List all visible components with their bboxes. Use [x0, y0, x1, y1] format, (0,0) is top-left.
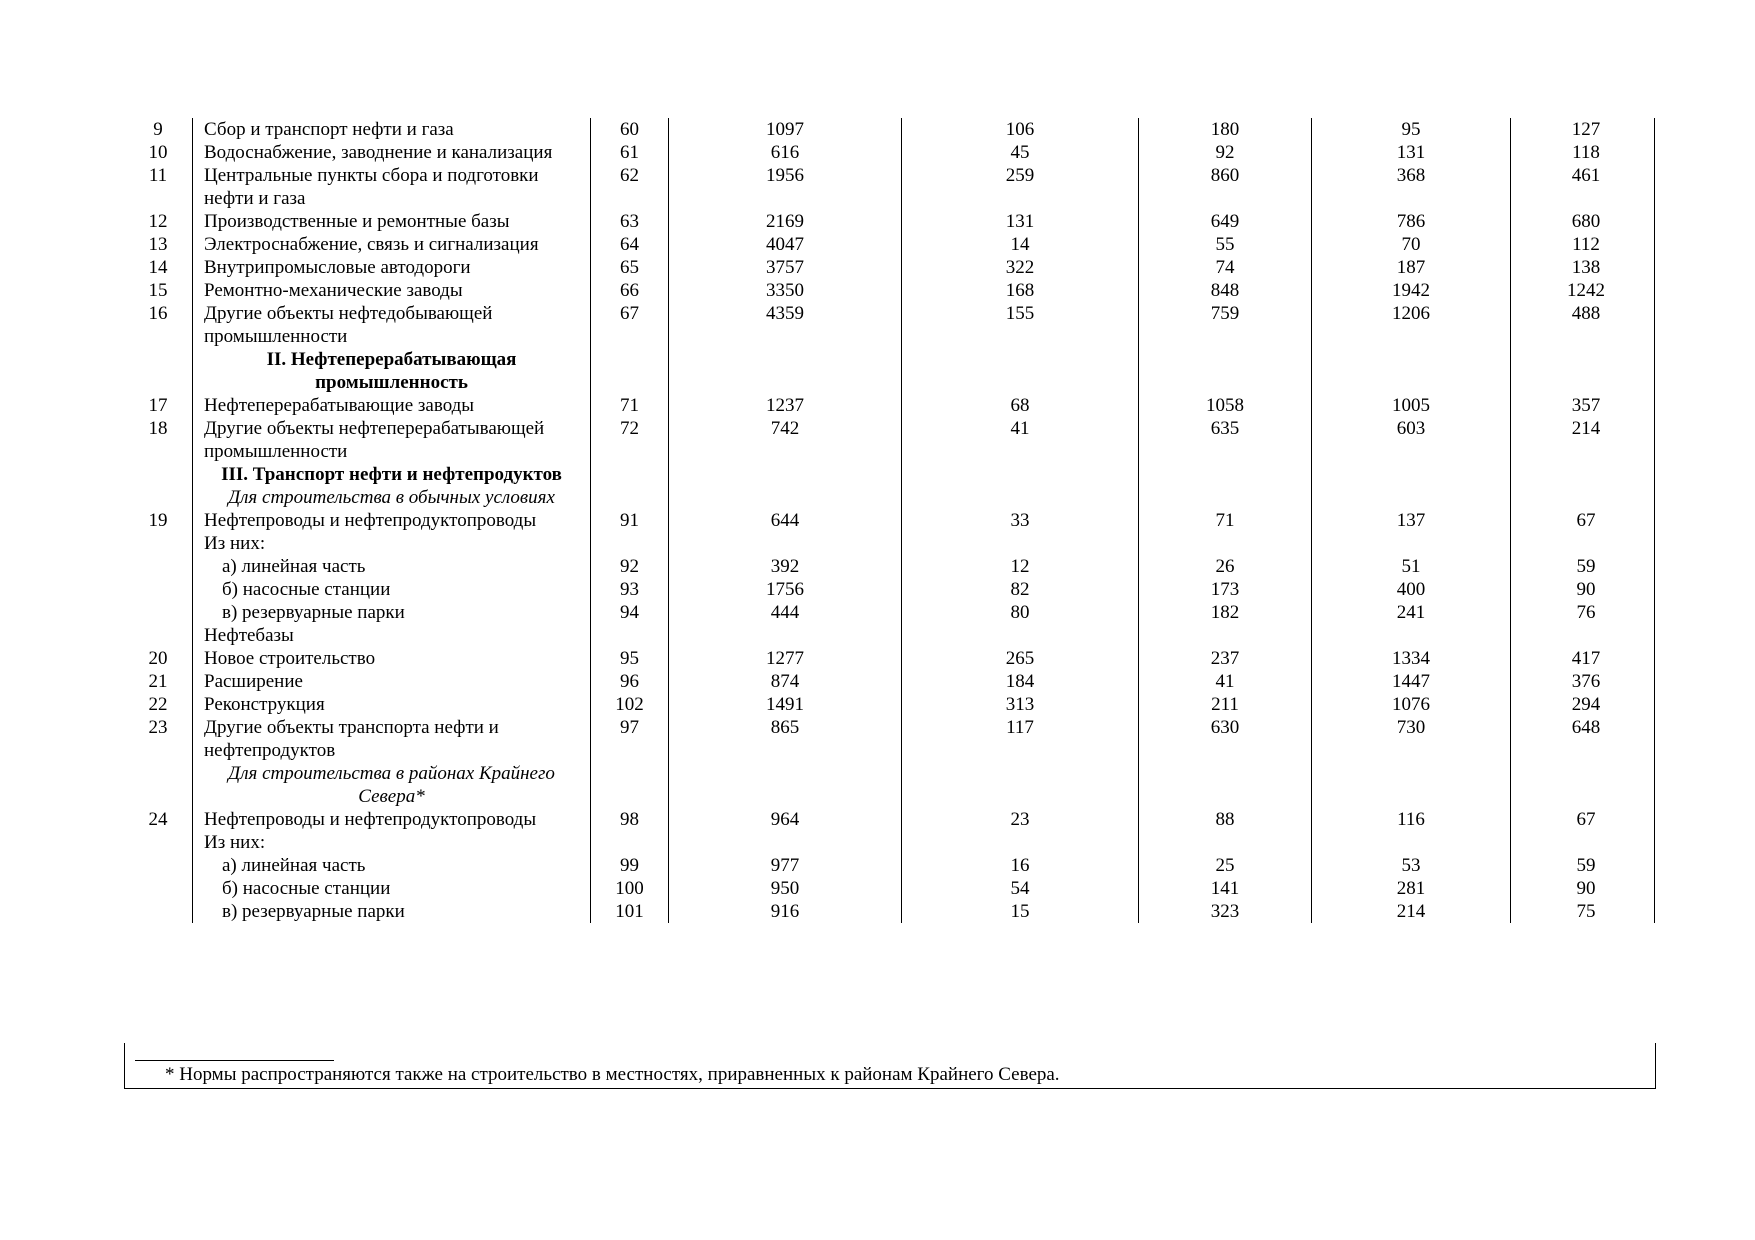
- norm-code: 67: [591, 302, 669, 348]
- table-row: [124, 716, 1661, 762]
- norm-code: [591, 348, 669, 394]
- value-col-4: 116: [1312, 808, 1511, 831]
- value-col-1: 916: [669, 900, 902, 923]
- value-col-1: 874: [669, 670, 902, 693]
- object-name: III. Транспорт нефти и нефтепродуктов: [193, 463, 591, 486]
- sub-item-row: [124, 578, 1661, 601]
- value-col-3: 211: [1139, 693, 1312, 716]
- value-col-3: [1139, 532, 1312, 555]
- value-col-2: 12: [902, 555, 1139, 578]
- value-col-5: [1511, 624, 1662, 647]
- row-number: 14: [148, 257, 168, 278]
- value-col-4: [1312, 831, 1511, 854]
- value-col-4: 95: [1312, 118, 1511, 141]
- object-name: в) резервуарные парки: [193, 601, 591, 624]
- table-row: [124, 808, 1661, 831]
- value-col-3: 88: [1139, 808, 1312, 831]
- row-number: [124, 601, 193, 624]
- value-col-2: 322: [902, 256, 1139, 279]
- value-col-5: 76: [1511, 601, 1662, 624]
- table-row: [124, 164, 1661, 210]
- value-col-2: [902, 486, 1139, 509]
- value-col-3: 180: [1139, 118, 1312, 141]
- row-number: 12: [148, 211, 168, 232]
- group-label-row: [124, 532, 1661, 555]
- norm-code: 101: [591, 900, 669, 923]
- value-col-1: 1491: [669, 693, 902, 716]
- value-col-5: 90: [1511, 877, 1662, 900]
- value-col-3: 860: [1139, 164, 1312, 210]
- value-col-4: 1005: [1312, 394, 1511, 417]
- object-name: Из них:: [193, 831, 591, 854]
- value-col-3: 25: [1139, 854, 1312, 877]
- row-number: 13: [148, 234, 168, 255]
- value-col-4: [1312, 348, 1511, 394]
- value-col-5: [1511, 348, 1662, 394]
- value-col-1: 950: [669, 877, 902, 900]
- value-col-1: 1097: [669, 118, 902, 141]
- value-col-2: 45: [902, 141, 1139, 164]
- value-col-3: 635: [1139, 417, 1312, 463]
- value-col-3: [1139, 624, 1312, 647]
- norm-code: [591, 624, 669, 647]
- table-row: [124, 256, 1661, 279]
- value-col-2: 168: [902, 279, 1139, 302]
- value-col-2: 41: [902, 417, 1139, 463]
- value-col-4: 131: [1312, 141, 1511, 164]
- norm-code: [591, 532, 669, 555]
- norm-code: 65: [591, 256, 669, 279]
- row-number: 23: [148, 717, 168, 738]
- table-row: [124, 141, 1661, 164]
- table-row: [124, 693, 1661, 716]
- norm-code: [591, 831, 669, 854]
- value-col-5: 1242: [1511, 279, 1662, 302]
- value-col-5: 75: [1511, 900, 1662, 923]
- value-col-1: 865: [669, 716, 902, 762]
- value-col-2: 313: [902, 693, 1139, 716]
- value-col-1: [669, 463, 902, 486]
- object-name: Реконструкция: [193, 693, 591, 716]
- value-col-1: [669, 831, 902, 854]
- value-col-2: 15: [902, 900, 1139, 923]
- value-col-5: [1511, 486, 1662, 509]
- value-col-4: 281: [1312, 877, 1511, 900]
- norm-code: [591, 486, 669, 509]
- value-col-3: 848: [1139, 279, 1312, 302]
- object-name: Ремонтно-механические заводы: [193, 279, 591, 302]
- value-col-2: 82: [902, 578, 1139, 601]
- value-col-3: 55: [1139, 233, 1312, 256]
- object-name: Водоснабжение, заводнение и канализация: [193, 141, 591, 164]
- value-col-2: [902, 831, 1139, 854]
- value-col-2: 16: [902, 854, 1139, 877]
- row-number: [124, 463, 193, 486]
- object-name: Для строительства в районах Крайнего Севера*: [193, 762, 591, 808]
- table-row: [124, 417, 1661, 463]
- value-col-5: 67: [1511, 808, 1662, 831]
- value-col-1: [669, 486, 902, 509]
- value-col-4: 241: [1312, 601, 1511, 624]
- value-col-2: [902, 762, 1139, 808]
- value-col-4: 70: [1312, 233, 1511, 256]
- footnote-area: [124, 1043, 1656, 1089]
- value-col-3: 630: [1139, 716, 1312, 762]
- norm-code: 93: [591, 578, 669, 601]
- object-name: Электроснабжение, связь и сигнализация: [193, 233, 591, 256]
- section-header-row: [124, 463, 1661, 486]
- sub-item-row: [124, 555, 1661, 578]
- value-col-4: 1942: [1312, 279, 1511, 302]
- table-row: [124, 118, 1661, 141]
- value-col-5: 59: [1511, 555, 1662, 578]
- sub-item-row: [124, 601, 1661, 624]
- value-col-2: 117: [902, 716, 1139, 762]
- norm-code: 62: [591, 164, 669, 210]
- value-col-5: [1511, 831, 1662, 854]
- value-col-1: 1277: [669, 647, 902, 670]
- value-col-1: 3350: [669, 279, 902, 302]
- norm-code: 100: [591, 877, 669, 900]
- value-col-3: [1139, 831, 1312, 854]
- value-col-1: 4359: [669, 302, 902, 348]
- value-col-1: 1237: [669, 394, 902, 417]
- value-col-1: 742: [669, 417, 902, 463]
- value-col-1: [669, 762, 902, 808]
- value-col-1: 444: [669, 601, 902, 624]
- object-name: Нефтеперерабатывающие заводы: [193, 394, 591, 417]
- object-name: Центральные пункты сбора и подготовки нефти и газа: [193, 164, 591, 210]
- value-col-5: [1511, 463, 1662, 486]
- row-number: [124, 578, 193, 601]
- value-col-2: 155: [902, 302, 1139, 348]
- object-name: а) линейная часть: [193, 854, 591, 877]
- value-col-5: 90: [1511, 578, 1662, 601]
- row-number: [124, 854, 193, 877]
- row-number: 18: [148, 418, 168, 439]
- subsection-header-row: [124, 486, 1661, 509]
- norm-code: 94: [591, 601, 669, 624]
- value-col-3: 1058: [1139, 394, 1312, 417]
- table-row: [124, 302, 1661, 348]
- object-name: Нефтепроводы и нефтепродуктопроводы: [193, 808, 591, 831]
- value-col-1: 1756: [669, 578, 902, 601]
- value-col-4: 1447: [1312, 670, 1511, 693]
- value-col-3: [1139, 486, 1312, 509]
- value-col-3: 26: [1139, 555, 1312, 578]
- value-col-5: 648: [1511, 716, 1662, 762]
- value-col-5: 294: [1511, 693, 1662, 716]
- row-number: 17: [148, 395, 168, 416]
- value-col-3: [1139, 762, 1312, 808]
- object-name: Нефтебазы: [193, 624, 591, 647]
- row-number: 15: [148, 280, 168, 301]
- value-col-5: [1511, 762, 1662, 808]
- value-col-5: 67: [1511, 509, 1662, 532]
- norm-code: [591, 463, 669, 486]
- value-col-4: [1312, 532, 1511, 555]
- footnote-separator: [135, 1060, 334, 1061]
- object-name: б) насосные станции: [193, 578, 591, 601]
- norm-code: 91: [591, 509, 669, 532]
- norm-code: 92: [591, 555, 669, 578]
- row-number: [124, 532, 193, 555]
- value-col-5: 357: [1511, 394, 1662, 417]
- value-col-3: 182: [1139, 601, 1312, 624]
- value-col-3: 323: [1139, 900, 1312, 923]
- value-col-1: 392: [669, 555, 902, 578]
- value-col-1: [669, 624, 902, 647]
- table-row: [124, 394, 1661, 417]
- value-col-4: 730: [1312, 716, 1511, 762]
- value-col-2: 80: [902, 601, 1139, 624]
- norm-code: 102: [591, 693, 669, 716]
- row-number: 21: [148, 671, 168, 692]
- row-number: 24: [148, 809, 168, 830]
- norm-code: 95: [591, 647, 669, 670]
- value-col-2: 68: [902, 394, 1139, 417]
- value-col-1: 644: [669, 509, 902, 532]
- value-col-2: [902, 348, 1139, 394]
- norms-table-container: [124, 118, 1655, 923]
- row-number: [124, 762, 193, 808]
- object-name: б) насосные станции: [193, 877, 591, 900]
- norm-code: 61: [591, 141, 669, 164]
- norm-code: 66: [591, 279, 669, 302]
- value-col-5: 127: [1511, 118, 1662, 141]
- sub-item-row: [124, 854, 1661, 877]
- object-name: а) линейная часть: [193, 555, 591, 578]
- sub-item-row: [124, 877, 1661, 900]
- table-row: [124, 670, 1661, 693]
- section-header-row: [124, 348, 1661, 394]
- value-col-2: [902, 463, 1139, 486]
- object-name: Другие объекты нефтедобывающей промышленности: [193, 302, 591, 348]
- value-col-5: 59: [1511, 854, 1662, 877]
- value-col-1: 977: [669, 854, 902, 877]
- table-row: [124, 509, 1661, 532]
- value-col-3: [1139, 348, 1312, 394]
- norms-table: [124, 118, 1661, 923]
- value-col-5: 118: [1511, 141, 1662, 164]
- table-row: [124, 233, 1661, 256]
- value-col-2: [902, 532, 1139, 555]
- object-name: в) резервуарные парки: [193, 900, 591, 923]
- value-col-4: [1312, 463, 1511, 486]
- value-col-4: 400: [1312, 578, 1511, 601]
- value-col-4: [1312, 762, 1511, 808]
- value-col-5: 376: [1511, 670, 1662, 693]
- value-col-2: 265: [902, 647, 1139, 670]
- value-col-2: 131: [902, 210, 1139, 233]
- value-col-3: 237: [1139, 647, 1312, 670]
- row-number: [124, 624, 193, 647]
- object-name: Нефтепроводы и нефтепродуктопроводы: [193, 509, 591, 532]
- row-number: 10: [148, 142, 168, 163]
- value-col-3: 173: [1139, 578, 1312, 601]
- norm-code: 60: [591, 118, 669, 141]
- row-number: 19: [148, 510, 168, 531]
- table-row: [124, 210, 1661, 233]
- value-col-3: 649: [1139, 210, 1312, 233]
- norm-code: [591, 762, 669, 808]
- table-row: [124, 279, 1661, 302]
- norm-code: 64: [591, 233, 669, 256]
- value-col-3: 41: [1139, 670, 1312, 693]
- value-col-5: 488: [1511, 302, 1662, 348]
- norm-code: 96: [591, 670, 669, 693]
- value-col-3: [1139, 463, 1312, 486]
- object-name: II. Нефтеперерабатывающая промышленность: [193, 348, 591, 394]
- value-col-3: 71: [1139, 509, 1312, 532]
- object-name: Другие объекты нефтеперерабатывающей промышленности: [193, 417, 591, 463]
- value-col-4: 603: [1312, 417, 1511, 463]
- row-number: [124, 831, 193, 854]
- value-col-5: 112: [1511, 233, 1662, 256]
- object-name: Производственные и ремонтные базы: [193, 210, 591, 233]
- value-col-4: 53: [1312, 854, 1511, 877]
- value-col-1: 4047: [669, 233, 902, 256]
- row-number: [124, 877, 193, 900]
- value-col-2: 23: [902, 808, 1139, 831]
- value-col-4: 214: [1312, 900, 1511, 923]
- value-col-1: 2169: [669, 210, 902, 233]
- row-number: 16: [148, 303, 168, 324]
- object-name: Новое строительство: [193, 647, 591, 670]
- norm-code: 71: [591, 394, 669, 417]
- object-name: Другие объекты транспорта нефти и нефтепродуктов: [193, 716, 591, 762]
- norm-code: 99: [591, 854, 669, 877]
- value-col-2: 184: [902, 670, 1139, 693]
- value-col-4: 51: [1312, 555, 1511, 578]
- value-col-4: 1076: [1312, 693, 1511, 716]
- value-col-4: 137: [1312, 509, 1511, 532]
- subsection-header-row: [124, 762, 1661, 808]
- row-number: [124, 555, 193, 578]
- value-col-2: 106: [902, 118, 1139, 141]
- value-col-1: [669, 532, 902, 555]
- object-name: Внутрипромысловые автодороги: [193, 256, 591, 279]
- value-col-1: [669, 348, 902, 394]
- value-col-4: 187: [1312, 256, 1511, 279]
- value-col-4: 786: [1312, 210, 1511, 233]
- value-col-1: 3757: [669, 256, 902, 279]
- row-number: 22: [148, 694, 168, 715]
- value-col-3: 74: [1139, 256, 1312, 279]
- sub-item-row: [124, 900, 1661, 923]
- value-col-5: 417: [1511, 647, 1662, 670]
- value-col-3: 92: [1139, 141, 1312, 164]
- object-name: Для строительства в обычных условиях: [193, 486, 591, 509]
- value-col-1: 1956: [669, 164, 902, 210]
- value-col-1: 964: [669, 808, 902, 831]
- value-col-2: 54: [902, 877, 1139, 900]
- object-name: Сбор и транспорт нефти и газа: [193, 118, 591, 141]
- group-label-row: [124, 624, 1661, 647]
- row-number: [124, 348, 193, 394]
- value-col-5: 461: [1511, 164, 1662, 210]
- value-col-5: 214: [1511, 417, 1662, 463]
- norm-code: 72: [591, 417, 669, 463]
- object-name: Из них:: [193, 532, 591, 555]
- value-col-4: 368: [1312, 164, 1511, 210]
- value-col-4: 1206: [1312, 302, 1511, 348]
- value-col-5: [1511, 532, 1662, 555]
- row-number: 11: [148, 165, 168, 186]
- value-col-3: 759: [1139, 302, 1312, 348]
- norm-code: 63: [591, 210, 669, 233]
- table-body: [124, 118, 1661, 923]
- value-col-4: 1334: [1312, 647, 1511, 670]
- group-label-row: [124, 831, 1661, 854]
- row-number: 9: [153, 119, 163, 140]
- value-col-5: 138: [1511, 256, 1662, 279]
- value-col-4: [1312, 624, 1511, 647]
- row-number: [124, 900, 193, 923]
- value-col-1: 616: [669, 141, 902, 164]
- table-row: [124, 647, 1661, 670]
- norm-code: 98: [591, 808, 669, 831]
- footnote-text: * Нормы распространяются также на строительство в местностях, приравненных к районам Крайнего Севера.: [165, 1064, 1060, 1085]
- object-name: Расширение: [193, 670, 591, 693]
- value-col-2: [902, 624, 1139, 647]
- row-number: 20: [148, 648, 168, 669]
- value-col-2: 14: [902, 233, 1139, 256]
- value-col-3: 141: [1139, 877, 1312, 900]
- value-col-5: 680: [1511, 210, 1662, 233]
- value-col-2: 33: [902, 509, 1139, 532]
- norm-code: 97: [591, 716, 669, 762]
- value-col-4: [1312, 486, 1511, 509]
- row-number: [124, 486, 193, 509]
- value-col-2: 259: [902, 164, 1139, 210]
